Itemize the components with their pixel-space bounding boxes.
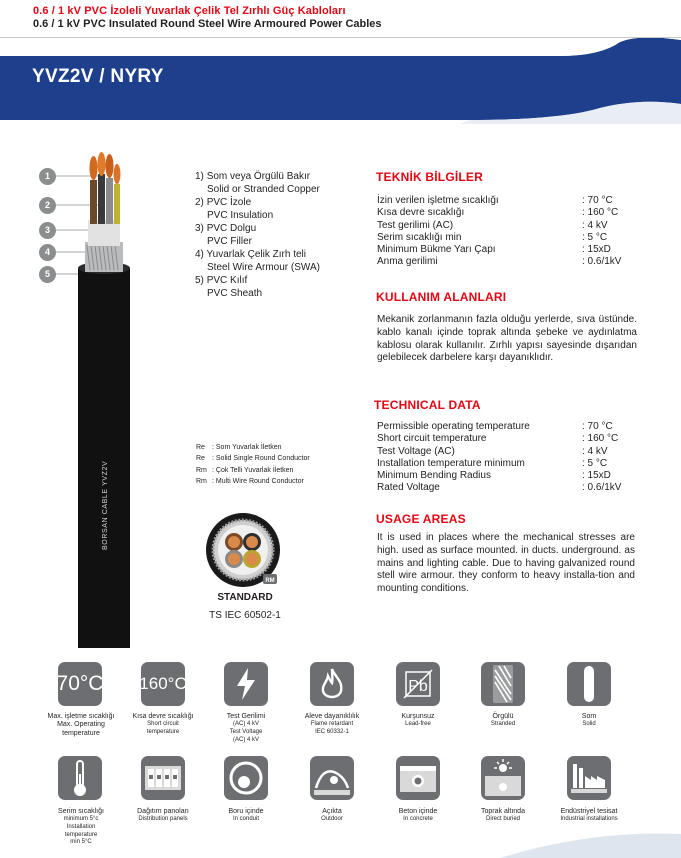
icon-label: Direct buried	[485, 816, 520, 823]
product-title: YVZ2V / NYRY	[32, 66, 164, 87]
legend-row: Re : Solid Single Round Conductor	[196, 455, 310, 463]
header-title-en: 0.6 / 1 kV PVC Insulated Round Steel Wire Armoured Power Cables	[33, 18, 382, 30]
thermometer-icon	[58, 756, 102, 800]
marker-2: 2	[39, 197, 56, 214]
icon-label: Som	[581, 713, 597, 720]
standard-label: STANDARD	[217, 592, 273, 603]
technical-tr-table	[377, 195, 621, 269]
cross-section-image	[205, 512, 281, 588]
icon-label: Max. Operating	[57, 721, 105, 729]
part-5-en: PVC Sheath	[207, 288, 263, 299]
standard-norm: TS IEC 60502-1	[209, 610, 281, 621]
icon-caption	[469, 713, 537, 729]
technical-tr-title: TEKNİK BİLGİLER	[376, 170, 483, 184]
stranded-conductor-icon	[481, 662, 525, 706]
spec-row: Serim sıcaklığı min : 5 °C	[377, 231, 608, 243]
icon-caption	[212, 713, 280, 744]
part-1-tr: 1) Som veya Örgülü Bakır	[195, 171, 311, 182]
icon-label: Örgülü	[492, 713, 514, 720]
icon-label: temperature	[62, 729, 100, 737]
icon-label: Flame retardant	[310, 721, 354, 728]
icon-caption	[296, 713, 368, 737]
icon-caption	[384, 808, 452, 824]
spec-row: Minimum Bending Radius : 15xD	[377, 470, 611, 482]
icon-label: Açıkta	[322, 808, 342, 815]
outdoor-icon	[310, 756, 354, 800]
icon-caption	[50, 808, 112, 847]
icon-caption	[469, 808, 537, 824]
icon-label: Solid	[582, 721, 596, 728]
flame-icon	[310, 662, 354, 706]
cable-parts-list	[195, 170, 320, 300]
footer-swoosh	[500, 830, 681, 858]
icon-caption	[555, 713, 623, 729]
spec-row: Short circuit temperature : 160 °C	[377, 433, 619, 445]
spec-row: Permissible operating temperature : 70 °C	[377, 421, 613, 432]
icon-caption	[125, 713, 201, 737]
usage-en-text: It is used in places where the mechanical stresses are high. used as surface mounted. in ducts. underground. as mains and lighting cable. Due to having galvanized round stell wire armour. they conform to heavy installa-tion and mounting conditions.	[377, 532, 635, 595]
icon-label: IEC 60332-1	[315, 729, 349, 735]
spec-row: İzin verilen işletme sıcaklığı : 70 °C	[377, 195, 613, 206]
cable-print-text: BORSAN CABLE YVZ2V	[102, 460, 109, 550]
distribution-panel-icon	[141, 756, 185, 800]
spec-row: Test gerilimi (AC) : 4 kV	[377, 219, 608, 231]
icon-label: Outdoor	[321, 816, 343, 823]
icon-label: Stranded	[490, 721, 516, 728]
legend-row: Rm : Çok Telli Yuvarlak İletken	[196, 466, 294, 474]
part-2-tr: 2) PVC İzole	[195, 197, 252, 208]
spec-row: Kısa devre sıcaklığı : 160 °C	[377, 207, 619, 219]
icon-label: minimum 5°c	[63, 816, 99, 823]
icon-label: Aleve dayanıklılık	[304, 713, 360, 720]
direct-buried-icon	[481, 756, 525, 800]
technical-en-title: TECHNICAL DATA	[374, 398, 481, 412]
marker-3: 3	[39, 222, 56, 239]
icon-caption	[384, 713, 452, 729]
part-2-en: PVC Insulation	[207, 210, 274, 221]
marker-4: 4	[39, 244, 56, 261]
icon-label: (AC) 4 kV	[232, 736, 259, 743]
conductor-legend	[196, 442, 310, 487]
icon-label: Kısa devre sıcaklığı	[132, 713, 194, 720]
marker-1: 1	[39, 168, 56, 185]
lightning-test-voltage-icon	[224, 662, 268, 706]
spec-row: Test Voltage (AC) : 4 kV	[377, 445, 608, 457]
legend-row: Rm : Multi Wire Round Conductor	[196, 477, 304, 485]
icon-label: Test Gerilimi	[226, 713, 266, 720]
icon-label: In concrete	[403, 816, 433, 823]
icon-label: Boru içinde	[228, 808, 264, 815]
usage-tr-title: KULLANIM ALANLARI	[376, 290, 507, 304]
icon-label: temperature	[64, 831, 98, 838]
technical-en-table	[377, 421, 621, 495]
marker-5: 5	[39, 266, 56, 283]
icon-label: Short circuit	[147, 721, 179, 728]
icon-label: Endüstriyel tesisat	[560, 808, 618, 815]
icon-label: Installation	[66, 824, 96, 830]
icon-caption	[125, 808, 201, 824]
solid-conductor-icon	[567, 662, 611, 706]
icon-caption	[212, 808, 280, 824]
icon-label: Beton içinde	[398, 808, 438, 815]
industrial-icon	[567, 756, 611, 800]
spec-row: Installation temperature minimum : 5 °C	[377, 457, 608, 469]
icon-label: Serim sıcaklığı	[58, 808, 104, 815]
icon-label: In conduit	[232, 816, 260, 823]
icon-label: temperature	[146, 729, 180, 735]
icon-label: Dağıtım panoları	[137, 808, 189, 815]
icon-caption	[298, 808, 366, 824]
spec-row: Minimum Bükme Yarı Çapı : 15xD	[377, 244, 611, 256]
lead-free-glyph: Pb	[408, 678, 428, 695]
temperature-160-icon: 160°C	[141, 662, 185, 706]
temperature-70-icon: 70°C	[58, 662, 102, 706]
icon-label: Kurşunsuz	[401, 713, 435, 720]
usage-en-title: USAGE AREAS	[376, 512, 466, 526]
icon-label: Test Voltage	[229, 729, 263, 735]
icon-label: Lead-free	[405, 721, 431, 728]
cross-section-badge: RM	[265, 578, 275, 584]
part-3-tr: 3) PVC Dolgu	[195, 223, 257, 234]
spec-row: Rated Voltage : 0.6/1kV	[377, 482, 622, 494]
icon-label: Toprak altında	[481, 808, 525, 815]
conduit-icon	[224, 756, 268, 800]
spec-row: Anma gerilimi : 0.6/1kV	[377, 256, 622, 268]
part-5-tr: 5) PVC Kılıf	[195, 275, 248, 286]
icon-caption	[40, 713, 122, 738]
icon-label: (AC) 4 kV	[232, 721, 259, 728]
usage-tr-text: Mekanik zorlanmanın fazla olduğu yerlerde, sıva üstünde. kablo kanalı içinde toprak altında şebeke ve aydınlatma kablosu olarak kullanılır. Zırhlı yapısı sayesinde dışarıdan gelebilecek darbelere karşı dayanıklıdır.	[377, 314, 637, 364]
part-3-en: PVC Filler	[207, 236, 253, 247]
icon-label: Distribution panels	[138, 816, 188, 823]
icon-label: Max. işletme sıcaklığı	[47, 713, 115, 720]
legend-row: Re : Som Yuvarlak İletken	[196, 444, 282, 451]
concrete-icon	[396, 756, 440, 800]
icon-label: Industrial installations	[560, 816, 618, 823]
lead-free-icon	[396, 662, 440, 706]
part-4-tr: 4) Yuvarlak Çelik Zırh teli	[195, 249, 306, 260]
icon-label: min 5°C	[70, 839, 92, 846]
part-4-en: Steel Wire Armour (SWA)	[207, 262, 320, 273]
icon-caption	[551, 808, 627, 824]
header-title-tr: 0.6 / 1 kV PVC İzoleli Yuvarlak Çelik Tel Zırhlı Güç Kabloları	[33, 5, 346, 17]
part-1-en: Solid or Stranded Copper	[207, 184, 320, 195]
